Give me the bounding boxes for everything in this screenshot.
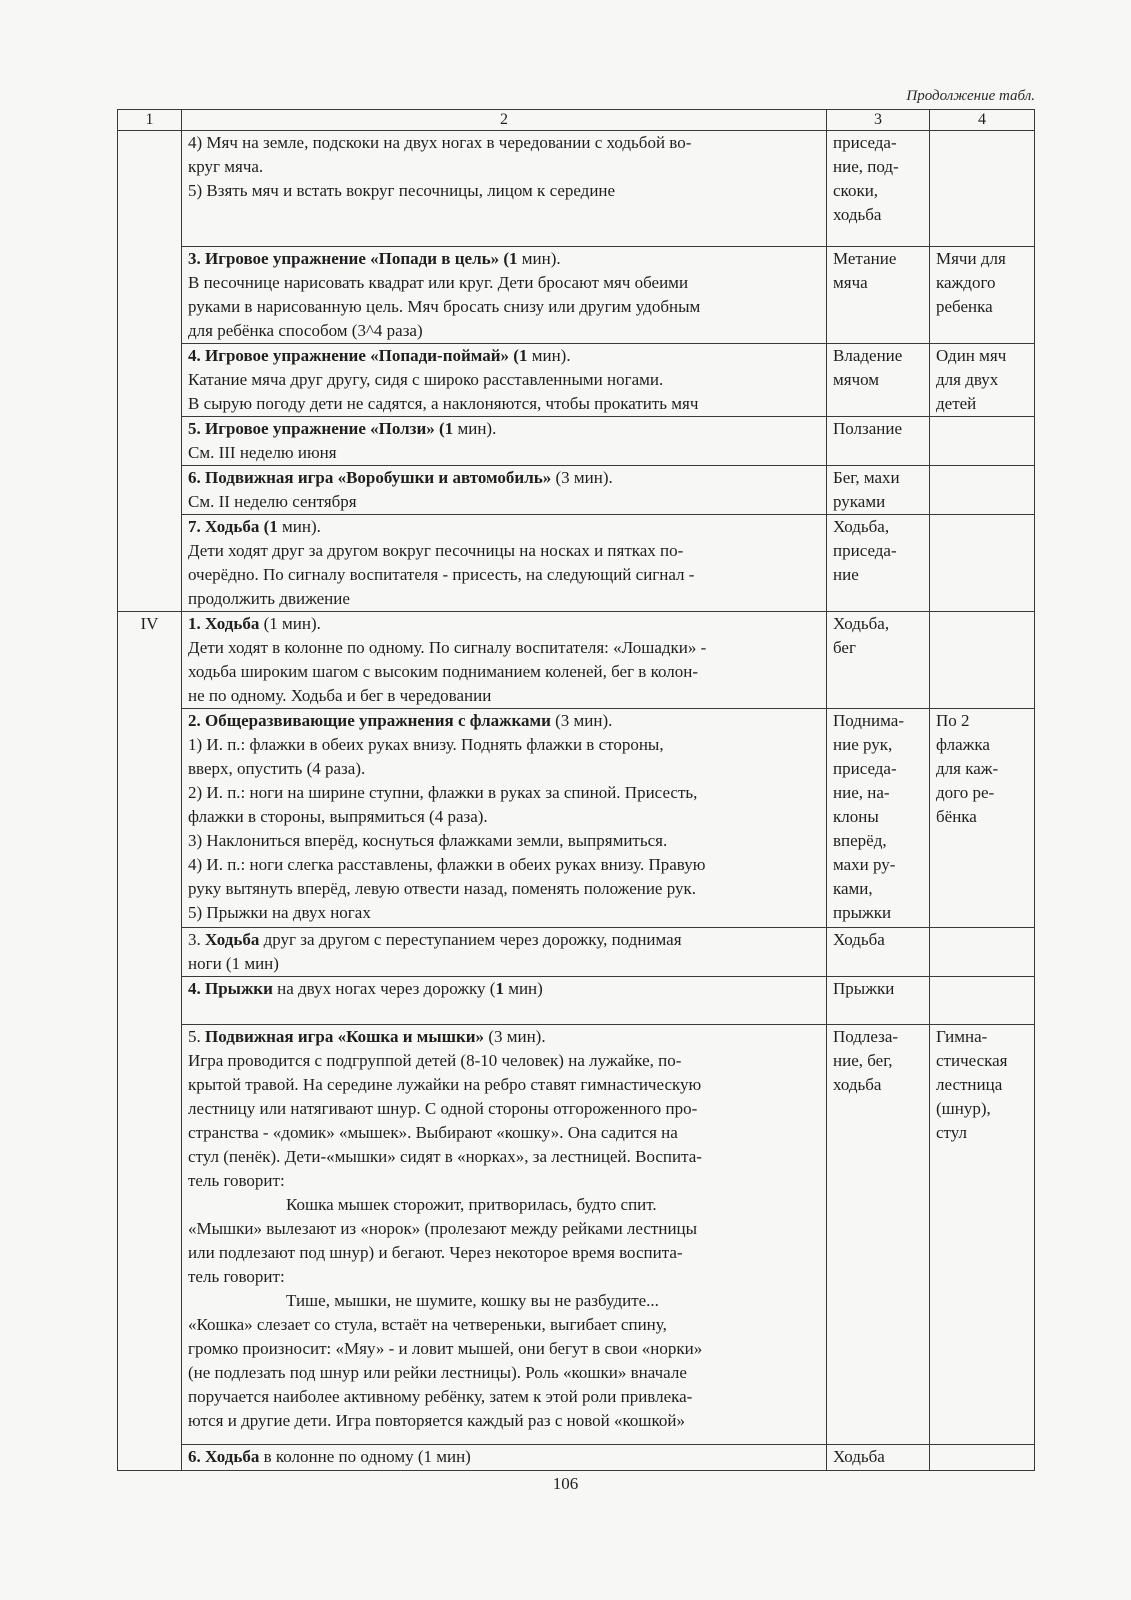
activity-cell: 6. Ходьба в колонне по одному (1 мин) [182,1445,827,1471]
table-row [118,1445,1035,1471]
table-row [118,928,1035,977]
equipment-cell [930,515,1035,612]
table-row [118,131,1035,247]
activity-cell: 3. Ходьба друг за другом с переступанием через дорожку, поднимая ноги (1 мин) [182,928,827,977]
table-row [118,466,1035,515]
movement-type-cell: Владение мячом [827,344,930,417]
activity-cell: 4. Игровое упражнение «Попади-поймай» (1 мин). Катание мяча друг другу, сидя с широко расставленными ногами. В сырую погоду дети не садятся, а наклоняются, чтобы прокатить мяч [182,344,827,417]
page-number: 106 [552,1474,579,1493]
activity-cell: 7. Ходьба (1 мин). Дети ходят друг за другом вокруг песочницы на носках и пятках по- очерёдно. По сигналу воспитателя - присесть, на следующий сигнал - продолжить движение [182,515,827,612]
movement-type-cell: Ходьба, приседа- ние [827,515,930,612]
table-continuation-note: Продолжение табл. [906,88,1035,104]
column-header-3: 3 [827,110,930,131]
exercise-table [117,109,1035,1471]
movement-type-cell: Метание мяча [827,247,930,344]
verse-line: Тише, мышки, не шумите, кошку вы не разбудите... [286,1291,659,1310]
verse-line: Кошка мышек сторожит, притворилась, будто спит. [286,1195,657,1214]
equipment-cell: Мячи для каждого ребенка [930,247,1035,344]
movement-type-cell: Ходьба [827,1445,930,1471]
table-row [118,709,1035,928]
movement-type-cell: Ползание [827,417,930,466]
column-header-4: 4 [930,110,1035,131]
activity-cell: 5. Игровое упражнение «Ползи» (1 мин). См. III неделю июня [182,417,827,466]
activity-cell: 6. Подвижная игра «Воробушки и автомобиль» (3 мин). См. II неделю сентября [182,466,827,515]
activity-cell: 3. Игровое упражнение «Попади в цель» (1 мин). В песочнице нарисовать квадрат или круг. Дети бросают мяч обеими руками в нарисованную цель. Мяч бросать снизу или другим удобным для ребёнка способом (3^4 раза) [182,247,827,344]
table-row [118,344,1035,417]
table-row [118,612,1035,709]
equipment-cell [930,466,1035,515]
activity-cell: 2. Общеразвивающие упражнения с флажками (3 мин). 1) И. п.: флажки в обеих руках внизу. Поднять флажки в стороны, вверх, опустить (4 раза). 2) И. п.: ноги на ширине ступни, флажки в руках за спиной. Присесть, флажки в стороны, выпрямиться (4 раза). 3) Наклониться вперёд, коснуться флажками земли, выпрямиться. 4) И. п.: ноги слегка расставлены, флажки в обеих руках внизу. Правую руку вытянуть вперёд, левую отвести назад, поменять положение рук. 5) Прыжки на двух ногах [182,709,827,928]
equipment-cell [930,131,1035,247]
equipment-cell [930,977,1035,1025]
activity-cell: 5. Подвижная игра «Кошка и мышки» (3 мин). Игра проводится с подгруппой детей (8-10 человек) на лужайке, по- крытой травой. На середине лужайки на ребро ставят гимнастическую лестницу или натягивают шнур. С одной стороны отгороженного про- странства - «домик» «мышек». Выбирают «кошку». Она садится на стул (пенёк). Дети-«мышки» сидят в «норках», за лестницей. Воспита- тель говорит: Кошка мышек сторожит, притворилась, будто спит. «Мышки» вылезают из «норок» (пролезают между рейками лестницы или подлезают под шнур) и бегают. Через некоторое время воспита- тель говорит: Тише, мышки, не шумите, кошку вы не разбудите... «Кошка» слезает со стула, встаёт на четвереньки, выгибает спину, громко произносит: «Мяу» - и ловит мышей, они бегут в свои «норки» (не подлезать под шнур или рейки лестницы). Роль «кошки» вначале поручается наиболее активному ребёнку, затем к этой роли привлека- ются и другие дети. Игра повторяется каждый раз с новой «кошкой» [182,1025,827,1445]
table-row [118,977,1035,1025]
table-header-row [118,110,1035,131]
table-row [118,247,1035,344]
activity-cell: 1. Ходьба (1 мин). Дети ходят в колонне по одному. По сигналу воспитателя: «Лошадки» - ходьба широким шагом с высоким подниманием коленей, бег в колон- не по одному. Ходьба и бег в чередовании [182,612,827,709]
week-cell-empty [118,131,182,612]
equipment-cell [930,1445,1035,1471]
equipment-cell [930,417,1035,466]
activity-cell: 4. Прыжки на двух ногах через дорожку (1 мин) [182,977,827,1025]
movement-type-cell: Поднима- ние рук, приседа- ние, на- клоны вперёд, махи ру- ками, прыжки [827,709,930,928]
movement-type-cell: Подлеза- ние, бег, ходьба [827,1025,930,1445]
column-header-1: 1 [118,110,182,131]
equipment-cell [930,928,1035,977]
column-header-2: 2 [182,110,827,131]
movement-type-cell: Прыжки [827,977,930,1025]
movement-type-cell: Ходьба, бег [827,612,930,709]
table-row [118,515,1035,612]
activity-cell: 4) Мяч на земле, подскоки на двух ногах в чередовании с ходьбой во- круг мяча. 5) Взять мяч и встать вокруг песочницы, лицом к середине [182,131,827,247]
movement-type-cell: Ходьба [827,928,930,977]
equipment-cell: Один мяч для двух детей [930,344,1035,417]
table-row [118,417,1035,466]
movement-type-cell: Бег, махи руками [827,466,930,515]
equipment-cell [930,612,1035,709]
table-row [118,1025,1035,1445]
equipment-cell: Гимна- стическая лестница (шнур), стул [930,1025,1035,1445]
equipment-cell: По 2 флажка для каж- дого ре- бёнка [930,709,1035,928]
week-number-cell: IV [118,612,182,1471]
movement-type-cell: приседа- ние, под- скоки, ходьба [827,131,930,247]
